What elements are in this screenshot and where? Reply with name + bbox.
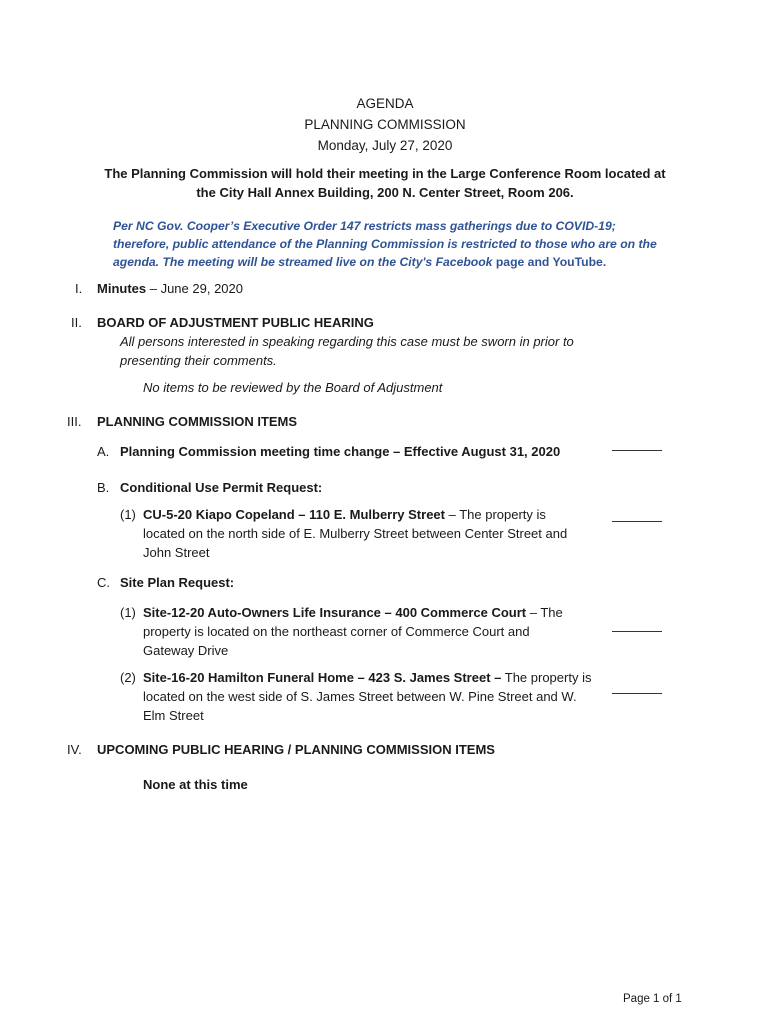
item-a-text: Planning Commission meeting time change – Effective August 31, 2020: [120, 444, 561, 459]
site12-case-title: Site-12-20 Auto-Owners Life Insurance – 400 Commerce Court: [143, 605, 527, 620]
item-c1-number: (1): [120, 605, 136, 620]
item-b1-line-1: [143, 505, 546, 524]
page-number: Page 1 of 1: [623, 993, 682, 1005]
upcoming-none-text: None at this time: [143, 777, 248, 792]
item-c-text: Site Plan Request:: [120, 575, 235, 590]
item-c2-line-2: located on the west side of S. James Street between W. Pine Street and W.: [143, 689, 577, 704]
youtube-notice-text: page and YouTube.: [492, 255, 607, 269]
commission-heading: PLANNING COMMISSION: [304, 117, 466, 132]
item-c2-line-1: [143, 668, 591, 687]
section-1-minutes: [97, 279, 243, 298]
facebook-notice-text: agenda. The meeting will be streamed live on the City's Facebook: [113, 255, 493, 269]
item-c1-line-1: [143, 603, 563, 622]
intro-line-1: The Planning Commission will hold their meeting in the Large Conference Room located at: [104, 166, 666, 181]
minutes-title: Minutes: [97, 281, 147, 296]
item-b1-line-2: located on the north side of E. Mulberry Street between Center Street and: [143, 526, 568, 541]
site16-case-rest: The property is: [501, 670, 592, 685]
action-line: [612, 693, 662, 694]
agenda-heading: AGENDA: [356, 96, 414, 111]
cup-case-title: CU-5-20 Kiapo Copeland – 110 E. Mulberry Street: [143, 507, 445, 522]
item-b-text: Conditional Use Permit Request:: [120, 480, 323, 495]
section-1-numeral: I.: [75, 281, 83, 296]
item-c2-number: (2): [120, 670, 136, 685]
meeting-date: Monday, July 27, 2020: [317, 138, 453, 153]
sworn-note-line-1: All persons interested in speaking regarding this case must be sworn in prior to: [120, 334, 574, 349]
item-c1-line-3: Gateway Drive: [143, 643, 229, 658]
site12-case-rest: – The: [526, 605, 563, 620]
covid-notice-line-2: therefore, public attendance of the Planning Commission is restricted to those who are on the: [113, 237, 657, 251]
intro-line-2: the City Hall Annex Building, 200 N. Center Street, Room 206.: [196, 185, 574, 200]
site16-case-title: Site-16-20 Hamilton Funeral Home – 423 S. James Street –: [143, 670, 502, 685]
section-2-title: BOARD OF ADJUSTMENT PUBLIC HEARING: [97, 315, 374, 330]
section-2-numeral: II.: [71, 315, 82, 330]
action-line: [612, 521, 662, 522]
section-3-numeral: III.: [67, 414, 82, 429]
item-c-letter: C.: [97, 575, 110, 590]
sworn-note-line-2: presenting their comments.: [120, 353, 277, 368]
item-a-letter: A.: [97, 444, 110, 459]
item-c1-line-2: property is located on the northeast corner of Commerce Court and: [143, 624, 530, 639]
covid-notice-line-1: Per NC Gov. Cooper’s Executive Order 147 restricts mass gatherings due to COVID-19;: [113, 219, 616, 233]
item-c2-line-3: Elm Street: [143, 708, 204, 723]
section-4-title: UPCOMING PUBLIC HEARING / PLANNING COMMISSION ITEMS: [97, 742, 495, 757]
item-b1-number: (1): [120, 507, 136, 522]
section-4-numeral: IV.: [67, 742, 82, 757]
action-line: [612, 631, 662, 632]
item-b1-line-3: John Street: [143, 545, 210, 560]
section-3-title: PLANNING COMMISSION ITEMS: [97, 414, 298, 429]
covid-notice-line-3: [113, 253, 606, 271]
action-line: [612, 450, 662, 451]
minutes-date: – June 29, 2020: [146, 281, 243, 296]
item-b-letter: B.: [97, 480, 110, 495]
boa-none-text: No items to be reviewed by the Board of Adjustment: [143, 380, 443, 395]
cup-case-rest: – The property is: [444, 507, 546, 522]
